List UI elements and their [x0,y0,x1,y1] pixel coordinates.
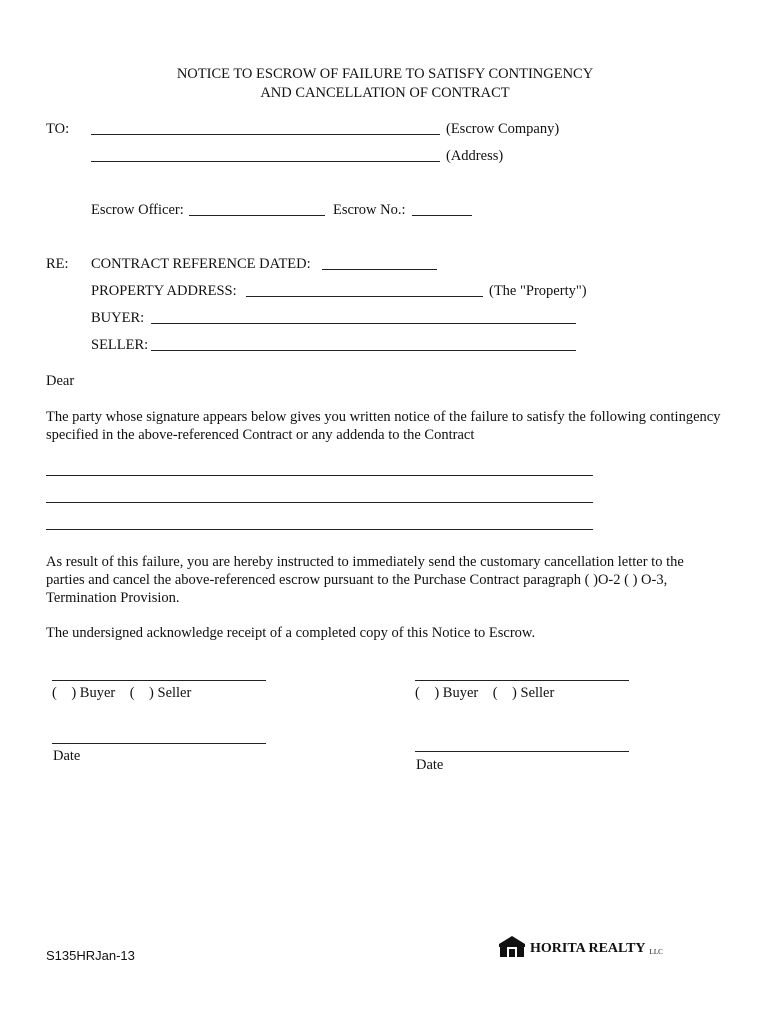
instruction-paragraph: As result of this failure, you are hereby instructed to immediately send the customary cancellation letter to the parties and cancel the above-referenced escrow pursuant to the Purchase Contract paragraph ( )O-2 ( ) O-3, Termination Provision. [46,554,684,606]
property-address-field[interactable] [246,296,483,297]
right-role-checkboxes[interactable]: ( ) Buyer ( ) Seller [415,685,555,701]
left-signature-line[interactable] [52,680,266,681]
to-label: TO: [46,121,70,137]
seller-label: SELLER: [91,337,149,353]
document-title-line-2: AND CANCELLATION OF CONTRACT [260,85,510,101]
property-address-label: PROPERTY ADDRESS: [91,283,237,299]
contingency-line-1[interactable] [46,475,593,476]
contract-dated-label: CONTRACT REFERENCE DATED: [91,256,311,272]
contingency-line-3[interactable] [46,529,593,530]
address-field[interactable] [91,161,440,162]
left-role-checkboxes[interactable]: ( ) Buyer ( ) Seller [52,685,192,701]
escrow-company-field[interactable] [91,134,440,135]
address-label: (Address) [446,148,504,164]
right-date-line[interactable] [415,751,629,752]
left-date-line[interactable] [52,743,266,744]
left-date-label: Date [53,748,81,764]
escrow-company-label: (Escrow Company) [446,121,560,137]
right-date-label: Date [416,757,444,773]
acknowledgement-paragraph: The undersigned acknowledge receipt of a completed copy of this Notice to Escrow. [46,625,536,641]
escrow-officer-field[interactable] [189,215,325,216]
escrow-no-label: Escrow No.: [333,202,406,218]
right-signature-line[interactable] [415,680,629,681]
property-suffix: (The "Property") [489,283,587,299]
company-name: HORITA REALTY [530,941,646,956]
escrow-officer-label: Escrow Officer: [91,202,184,218]
seller-field[interactable] [151,350,576,351]
notice-paragraph: The party whose signature appears below gives you written notice of the failure to satisfy the following contingency specified in the above-referenced Contract or any addenda to the Contract [46,409,721,443]
company-logo [498,935,663,957]
re-label: RE: [46,256,69,272]
form-code: S135HRJan-13 [46,948,135,963]
document-title-line-1: NOTICE TO ESCROW OF FAILURE TO SATISFY CONTINGENCY [176,66,594,82]
salutation: Dear [46,373,75,389]
contingency-line-2[interactable] [46,502,593,503]
house-logo-icon [498,935,526,957]
contract-dated-field[interactable] [322,269,437,270]
buyer-field[interactable] [151,323,576,324]
buyer-label: BUYER: [91,310,145,326]
company-suffix: LLC [649,948,663,956]
escrow-no-field[interactable] [412,215,472,216]
